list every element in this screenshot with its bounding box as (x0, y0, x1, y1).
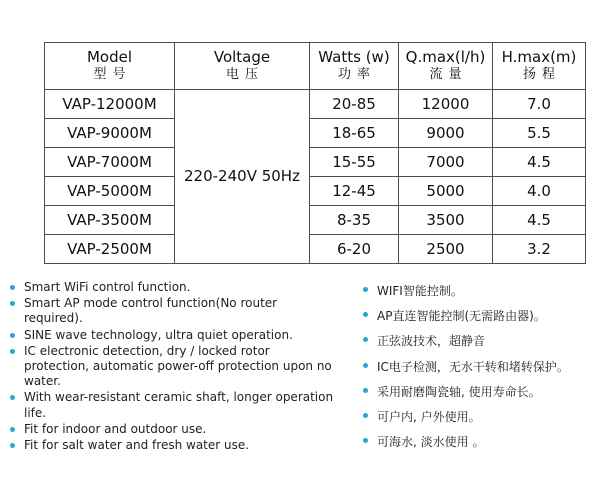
watts-cell: 8-35 (310, 206, 399, 235)
model-cell: VAP-9000M (45, 119, 175, 148)
feature-item: AP直连智能控制(无需路由器)。 (363, 307, 598, 325)
watts-cell: 6-20 (310, 235, 399, 264)
header-label-en: Watts (w) (318, 48, 390, 66)
header-cell (45, 43, 175, 90)
feature-item: IC electronic detection, dry / locked rotor protection, automatic power-off protection upon no water. (10, 344, 335, 390)
model-cell: VAP-7000M (45, 148, 175, 177)
header-label-cn: 功率 (337, 67, 376, 82)
hmax-cell: 5.5 (493, 119, 586, 148)
feature-item: Smart AP mode control function(No router required). (10, 296, 335, 326)
qmax-cell: 5000 (399, 177, 493, 206)
header-cell (399, 43, 493, 90)
hmax-cell: 4.0 (493, 177, 586, 206)
feature-item: IC电子检测，无水干转和堵转保护。 (363, 358, 598, 376)
table-row (45, 148, 586, 177)
watts-cell: 18-65 (310, 119, 399, 148)
feature-item: 正弦波技术，超静音 (363, 332, 598, 350)
feature-list-chinese (363, 282, 598, 458)
watts-cell: 20-85 (310, 90, 399, 119)
model-cell: VAP-3500M (45, 206, 175, 235)
header-row (45, 43, 586, 90)
feature-item: 可户内, 户外使用。 (363, 408, 598, 426)
feature-item: Fit for salt water and fresh water use. (10, 438, 335, 453)
header-label-cn: 电压 (225, 67, 264, 82)
header-label-en: Q.max(l/h) (405, 48, 486, 66)
feature-item: 采用耐磨陶瓷轴, 使用寿命长。 (363, 383, 598, 401)
qmax-cell: 3500 (399, 206, 493, 235)
watts-cell: 12-45 (310, 177, 399, 206)
qmax-cell: 2500 (399, 235, 493, 264)
spec-table (44, 42, 586, 264)
hmax-cell: 7.0 (493, 90, 586, 119)
feature-item: SINE wave technology, ultra quiet operation. (10, 328, 335, 343)
table-row (45, 235, 586, 264)
feature-item: Smart WiFi control function. (10, 280, 335, 295)
header-label-en: Model (86, 48, 133, 66)
voltage-cell: 220-240V 50Hz (175, 90, 310, 264)
feature-item: Fit for indoor and outdoor use. (10, 422, 335, 437)
model-cell: VAP-12000M (45, 90, 175, 119)
feature-item: With wear-resistant ceramic shaft, longer operation life. (10, 390, 335, 420)
header-label-cn: 流量 (429, 67, 468, 82)
header-cell (493, 43, 586, 90)
feature-item: 可海水, 淡水使用 。 (363, 433, 598, 451)
header-label-en: Voltage (213, 48, 271, 66)
qmax-cell: 7000 (399, 148, 493, 177)
header-cell (175, 43, 310, 90)
hmax-cell: 3.2 (493, 235, 586, 264)
table-row (45, 177, 586, 206)
table-row (45, 206, 586, 235)
feature-item: WIFI智能控制。 (363, 282, 598, 300)
model-cell: VAP-2500M (45, 235, 175, 264)
table-row (45, 90, 586, 119)
header-cell (310, 43, 399, 90)
table-row (45, 119, 586, 148)
qmax-cell: 12000 (399, 90, 493, 119)
hmax-cell: 4.5 (493, 206, 586, 235)
header-label-en: H.max(m) (501, 48, 577, 66)
header-label-cn: 扬程 (522, 67, 561, 82)
hmax-cell: 4.5 (493, 148, 586, 177)
qmax-cell: 9000 (399, 119, 493, 148)
model-cell: VAP-5000M (45, 177, 175, 206)
feature-list-english (10, 280, 335, 454)
watts-cell: 15-55 (310, 148, 399, 177)
header-label-cn: 型号 (93, 67, 132, 82)
